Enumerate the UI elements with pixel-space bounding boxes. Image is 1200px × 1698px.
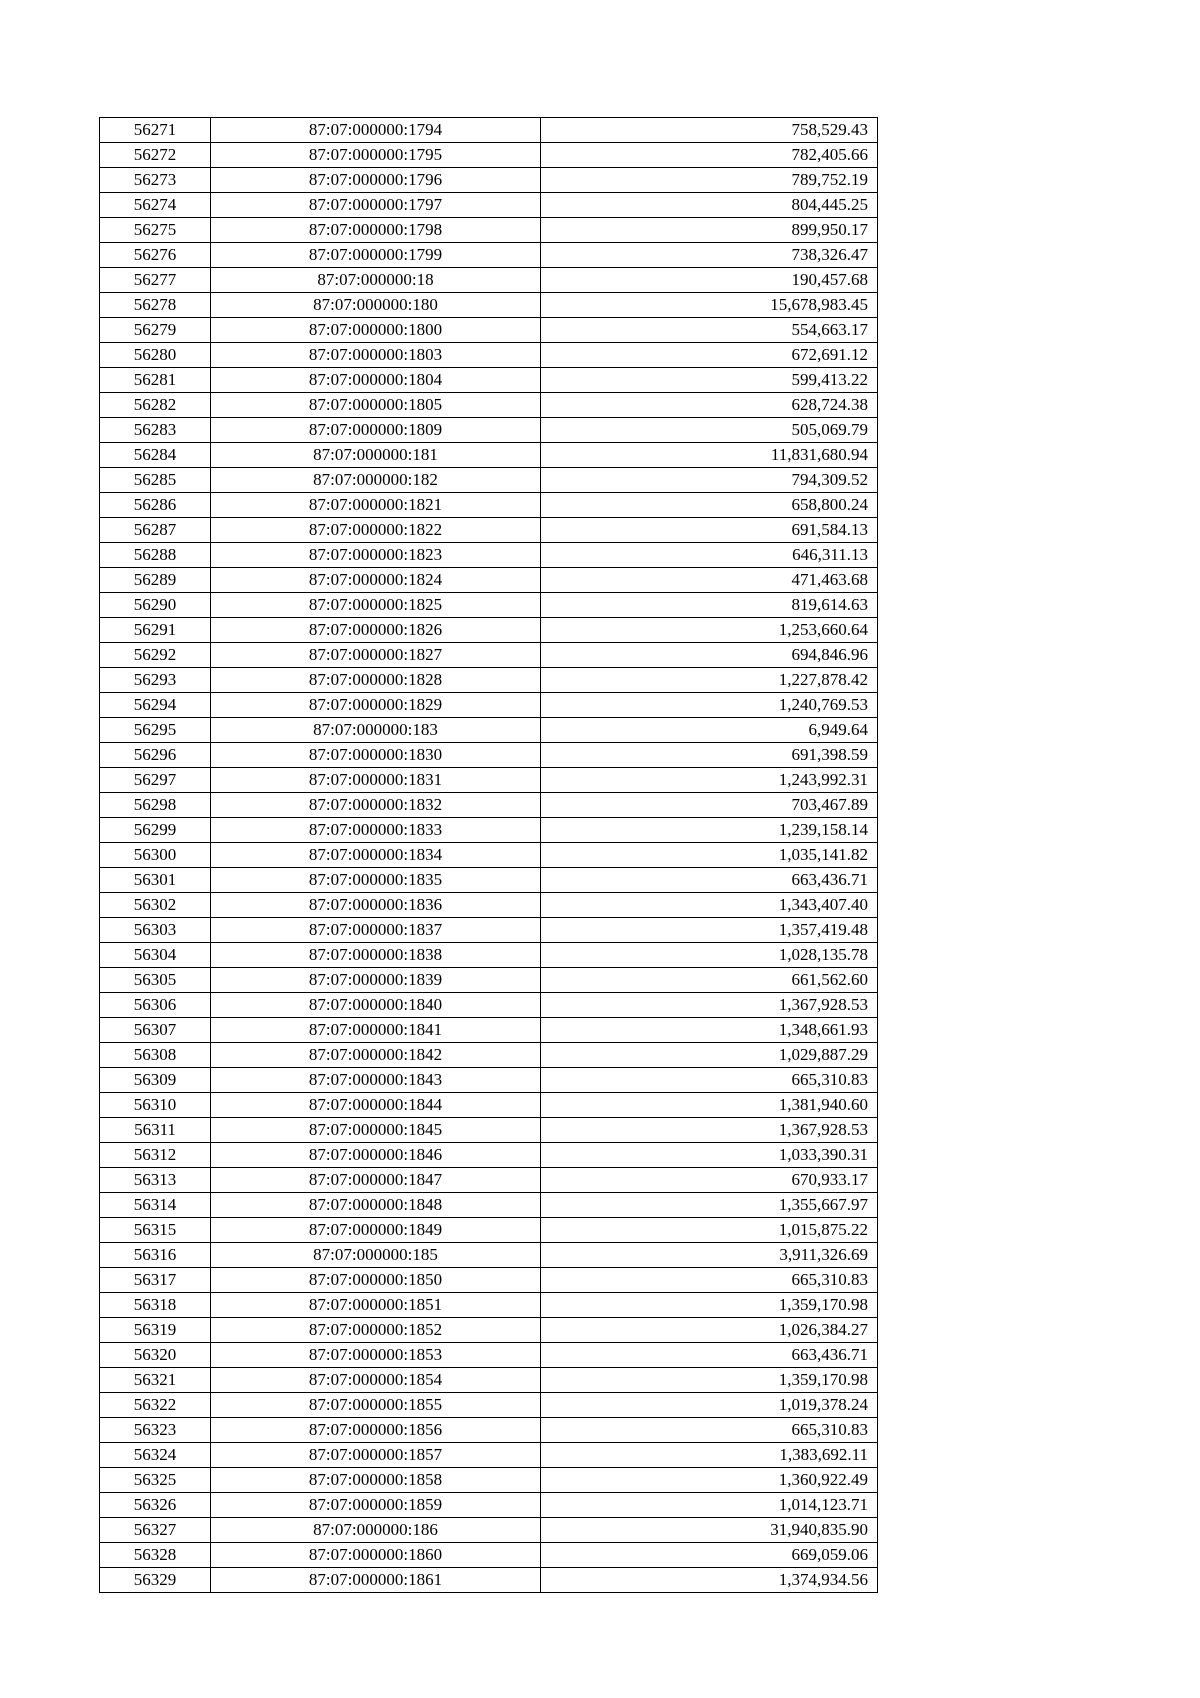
cadastral-number-cell: 87:07:000000:1833	[211, 818, 541, 843]
table-row	[100, 918, 878, 943]
value-cell: 1,357,419.48	[541, 918, 878, 943]
table-row	[100, 1118, 878, 1143]
table-row	[100, 168, 878, 193]
cadastral-number-cell: 87:07:000000:1848	[211, 1193, 541, 1218]
row-number-cell: 56296	[100, 743, 211, 768]
value-cell: 665,310.83	[541, 1268, 878, 1293]
row-number-cell: 56320	[100, 1343, 211, 1368]
value-cell: 1,026,384.27	[541, 1318, 878, 1343]
row-number-cell: 56325	[100, 1468, 211, 1493]
row-number-cell: 56307	[100, 1018, 211, 1043]
row-number-cell: 56310	[100, 1093, 211, 1118]
cadastral-number-cell: 87:07:000000:1845	[211, 1118, 541, 1143]
value-cell: 1,343,407.40	[541, 893, 878, 918]
row-number-cell: 56281	[100, 368, 211, 393]
row-number-cell: 56286	[100, 493, 211, 518]
value-cell: 1,028,135.78	[541, 943, 878, 968]
cadastral-number-cell: 87:07:000000:1822	[211, 518, 541, 543]
cadastral-number-cell: 87:07:000000:1835	[211, 868, 541, 893]
row-number-cell: 56279	[100, 318, 211, 343]
row-number-cell: 56272	[100, 143, 211, 168]
row-number-cell: 56285	[100, 468, 211, 493]
row-number-cell: 56329	[100, 1568, 211, 1593]
table-row	[100, 1268, 878, 1293]
table-row	[100, 643, 878, 668]
cadastral-number-cell: 87:07:000000:185	[211, 1243, 541, 1268]
table-row	[100, 743, 878, 768]
cadastral-number-cell: 87:07:000000:1839	[211, 968, 541, 993]
row-number-cell: 56295	[100, 718, 211, 743]
row-number-cell: 56311	[100, 1118, 211, 1143]
row-number-cell: 56297	[100, 768, 211, 793]
row-number-cell: 56302	[100, 893, 211, 918]
table-row	[100, 1543, 878, 1568]
row-number-cell: 56288	[100, 543, 211, 568]
table-row	[100, 1468, 878, 1493]
cadastral-number-cell: 87:07:000000:1850	[211, 1268, 541, 1293]
cadastral-number-cell: 87:07:000000:1830	[211, 743, 541, 768]
row-number-cell: 56328	[100, 1543, 211, 1568]
table-row	[100, 618, 878, 643]
table-row	[100, 293, 878, 318]
row-number-cell: 56321	[100, 1368, 211, 1393]
table-row	[100, 393, 878, 418]
row-number-cell: 56324	[100, 1443, 211, 1468]
row-number-cell: 56315	[100, 1218, 211, 1243]
row-number-cell: 56303	[100, 918, 211, 943]
value-cell: 665,310.83	[541, 1068, 878, 1093]
value-cell: 1,355,667.97	[541, 1193, 878, 1218]
value-cell: 190,457.68	[541, 268, 878, 293]
cadastral-number-cell: 87:07:000000:1846	[211, 1143, 541, 1168]
cadastral-number-cell: 87:07:000000:1840	[211, 993, 541, 1018]
table-row	[100, 1343, 878, 1368]
table-row	[100, 118, 878, 143]
table-row	[100, 1293, 878, 1318]
cadastral-number-cell: 87:07:000000:1795	[211, 143, 541, 168]
table-row	[100, 218, 878, 243]
row-number-cell: 56306	[100, 993, 211, 1018]
value-cell: 691,398.59	[541, 743, 878, 768]
row-number-cell: 56319	[100, 1318, 211, 1343]
row-number-cell: 56326	[100, 1493, 211, 1518]
cadastral-number-cell: 87:07:000000:1856	[211, 1418, 541, 1443]
table-row	[100, 1568, 878, 1593]
value-cell: 1,015,875.22	[541, 1218, 878, 1243]
value-cell: 599,413.22	[541, 368, 878, 393]
cadastral-number-cell: 87:07:000000:1861	[211, 1568, 541, 1593]
table-row	[100, 868, 878, 893]
cadastral-number-cell: 87:07:000000:180	[211, 293, 541, 318]
row-number-cell: 56289	[100, 568, 211, 593]
table-row	[100, 368, 878, 393]
cadastral-number-cell: 87:07:000000:1836	[211, 893, 541, 918]
cadastral-number-cell: 87:07:000000:1838	[211, 943, 541, 968]
table-row	[100, 1243, 878, 1268]
value-cell: 665,310.83	[541, 1418, 878, 1443]
table-row	[100, 518, 878, 543]
table-row	[100, 1218, 878, 1243]
row-number-cell: 56301	[100, 868, 211, 893]
row-number-cell: 56282	[100, 393, 211, 418]
value-cell: 670,933.17	[541, 1168, 878, 1193]
table-row	[100, 343, 878, 368]
cadastral-number-cell: 87:07:000000:1826	[211, 618, 541, 643]
value-cell: 1,239,158.14	[541, 818, 878, 843]
cadastral-number-cell: 87:07:000000:1857	[211, 1443, 541, 1468]
value-cell: 646,311.13	[541, 543, 878, 568]
cadastral-number-cell: 87:07:000000:1832	[211, 793, 541, 818]
row-number-cell: 56292	[100, 643, 211, 668]
value-cell: 1,029,887.29	[541, 1043, 878, 1068]
value-cell: 1,243,992.31	[541, 768, 878, 793]
value-cell: 1,033,390.31	[541, 1143, 878, 1168]
value-cell: 1,035,141.82	[541, 843, 878, 868]
value-cell: 31,940,835.90	[541, 1518, 878, 1543]
cadastral-number-cell: 87:07:000000:1825	[211, 593, 541, 618]
value-cell: 628,724.38	[541, 393, 878, 418]
table-row	[100, 593, 878, 618]
value-cell: 11,831,680.94	[541, 443, 878, 468]
value-cell: 1,360,922.49	[541, 1468, 878, 1493]
row-number-cell: 56273	[100, 168, 211, 193]
table-row	[100, 668, 878, 693]
row-number-cell: 56300	[100, 843, 211, 868]
row-number-cell: 56275	[100, 218, 211, 243]
data-table	[99, 117, 878, 1593]
cadastral-number-cell: 87:07:000000:1841	[211, 1018, 541, 1043]
cadastral-number-cell: 87:07:000000:1831	[211, 768, 541, 793]
table-row	[100, 818, 878, 843]
table-row	[100, 568, 878, 593]
cadastral-number-cell: 87:07:000000:1803	[211, 343, 541, 368]
row-number-cell: 56305	[100, 968, 211, 993]
value-cell: 782,405.66	[541, 143, 878, 168]
cadastral-number-cell: 87:07:000000:1828	[211, 668, 541, 693]
table-row	[100, 1018, 878, 1043]
value-cell: 663,436.71	[541, 868, 878, 893]
table-row	[100, 1043, 878, 1068]
cadastral-number-cell: 87:07:000000:1858	[211, 1468, 541, 1493]
table-row	[100, 243, 878, 268]
cadastral-number-cell: 87:07:000000:1798	[211, 218, 541, 243]
table-row	[100, 1318, 878, 1343]
cadastral-number-cell: 87:07:000000:1834	[211, 843, 541, 868]
value-cell: 505,069.79	[541, 418, 878, 443]
table-row	[100, 268, 878, 293]
cadastral-number-cell: 87:07:000000:1799	[211, 243, 541, 268]
cadastral-number-cell: 87:07:000000:1829	[211, 693, 541, 718]
cadastral-number-cell: 87:07:000000:1824	[211, 568, 541, 593]
table-row	[100, 1443, 878, 1468]
value-cell: 1,240,769.53	[541, 693, 878, 718]
table-row	[100, 793, 878, 818]
table-row	[100, 968, 878, 993]
value-cell: 694,846.96	[541, 643, 878, 668]
cadastral-number-cell: 87:07:000000:1854	[211, 1368, 541, 1393]
value-cell: 669,059.06	[541, 1543, 878, 1568]
row-number-cell: 56291	[100, 618, 211, 643]
table-row	[100, 1193, 878, 1218]
row-number-cell: 56316	[100, 1243, 211, 1268]
cadastral-number-cell: 87:07:000000:183	[211, 718, 541, 743]
value-cell: 794,309.52	[541, 468, 878, 493]
cadastral-number-cell: 87:07:000000:1860	[211, 1543, 541, 1568]
cadastral-number-cell: 87:07:000000:1852	[211, 1318, 541, 1343]
row-number-cell: 56323	[100, 1418, 211, 1443]
value-cell: 691,584.13	[541, 518, 878, 543]
value-cell: 1,348,661.93	[541, 1018, 878, 1043]
cadastral-number-cell: 87:07:000000:186	[211, 1518, 541, 1543]
value-cell: 672,691.12	[541, 343, 878, 368]
row-number-cell: 56298	[100, 793, 211, 818]
value-cell: 1,367,928.53	[541, 993, 878, 1018]
table-row	[100, 1518, 878, 1543]
table-row	[100, 468, 878, 493]
cadastral-number-cell: 87:07:000000:1809	[211, 418, 541, 443]
row-number-cell: 56277	[100, 268, 211, 293]
row-number-cell: 56290	[100, 593, 211, 618]
table-body	[100, 118, 878, 1593]
row-number-cell: 56313	[100, 1168, 211, 1193]
table-row	[100, 1393, 878, 1418]
table-row	[100, 418, 878, 443]
value-cell: 1,374,934.56	[541, 1568, 878, 1593]
row-number-cell: 56308	[100, 1043, 211, 1068]
row-number-cell: 56304	[100, 943, 211, 968]
value-cell: 554,663.17	[541, 318, 878, 343]
value-cell: 658,800.24	[541, 493, 878, 518]
row-number-cell: 56283	[100, 418, 211, 443]
row-number-cell: 56284	[100, 443, 211, 468]
table-row	[100, 693, 878, 718]
cadastral-number-cell: 87:07:000000:1855	[211, 1393, 541, 1418]
value-cell: 738,326.47	[541, 243, 878, 268]
value-cell: 804,445.25	[541, 193, 878, 218]
cadastral-number-cell: 87:07:000000:181	[211, 443, 541, 468]
table-row	[100, 543, 878, 568]
cadastral-number-cell: 87:07:000000:1849	[211, 1218, 541, 1243]
table-row	[100, 493, 878, 518]
value-cell: 15,678,983.45	[541, 293, 878, 318]
value-cell: 1,253,660.64	[541, 618, 878, 643]
row-number-cell: 56322	[100, 1393, 211, 1418]
table-row	[100, 943, 878, 968]
value-cell: 789,752.19	[541, 168, 878, 193]
table-row	[100, 993, 878, 1018]
row-number-cell: 56278	[100, 293, 211, 318]
value-cell: 819,614.63	[541, 593, 878, 618]
row-number-cell: 56276	[100, 243, 211, 268]
row-number-cell: 56327	[100, 1518, 211, 1543]
cadastral-number-cell: 87:07:000000:1796	[211, 168, 541, 193]
cadastral-number-cell: 87:07:000000:182	[211, 468, 541, 493]
row-number-cell: 56314	[100, 1193, 211, 1218]
table-row	[100, 893, 878, 918]
table-row	[100, 1143, 878, 1168]
row-number-cell: 56318	[100, 1293, 211, 1318]
cadastral-number-cell: 87:07:000000:1859	[211, 1493, 541, 1518]
value-cell: 1,227,878.42	[541, 668, 878, 693]
value-cell: 1,381,940.60	[541, 1093, 878, 1118]
cadastral-number-cell: 87:07:000000:1851	[211, 1293, 541, 1318]
cadastral-number-cell: 87:07:000000:1827	[211, 643, 541, 668]
row-number-cell: 56294	[100, 693, 211, 718]
table-row	[100, 1068, 878, 1093]
cadastral-number-cell: 87:07:000000:1853	[211, 1343, 541, 1368]
value-cell: 1,359,170.98	[541, 1293, 878, 1318]
cadastral-number-cell: 87:07:000000:1847	[211, 1168, 541, 1193]
value-cell: 6,949.64	[541, 718, 878, 743]
cadastral-number-cell: 87:07:000000:1800	[211, 318, 541, 343]
cadastral-number-cell: 87:07:000000:1844	[211, 1093, 541, 1118]
cadastral-number-cell: 87:07:000000:1794	[211, 118, 541, 143]
value-cell: 663,436.71	[541, 1343, 878, 1368]
table-row	[100, 843, 878, 868]
value-cell: 899,950.17	[541, 218, 878, 243]
row-number-cell: 56293	[100, 668, 211, 693]
value-cell: 758,529.43	[541, 118, 878, 143]
value-cell: 703,467.89	[541, 793, 878, 818]
table-row	[100, 1093, 878, 1118]
value-cell: 1,359,170.98	[541, 1368, 878, 1393]
row-number-cell: 56280	[100, 343, 211, 368]
cadastral-number-cell: 87:07:000000:18	[211, 268, 541, 293]
table-row	[100, 193, 878, 218]
cadastral-number-cell: 87:07:000000:1821	[211, 493, 541, 518]
table-row	[100, 1368, 878, 1393]
table-row	[100, 1418, 878, 1443]
value-cell: 661,562.60	[541, 968, 878, 993]
row-number-cell: 56271	[100, 118, 211, 143]
table-row	[100, 143, 878, 168]
cadastral-number-cell: 87:07:000000:1797	[211, 193, 541, 218]
table-row	[100, 768, 878, 793]
table-row	[100, 1168, 878, 1193]
value-cell: 471,463.68	[541, 568, 878, 593]
table-row	[100, 1493, 878, 1518]
row-number-cell: 56312	[100, 1143, 211, 1168]
table-row	[100, 718, 878, 743]
cadastral-number-cell: 87:07:000000:1805	[211, 393, 541, 418]
row-number-cell: 56309	[100, 1068, 211, 1093]
row-number-cell: 56299	[100, 818, 211, 843]
row-number-cell: 56274	[100, 193, 211, 218]
cadastral-number-cell: 87:07:000000:1804	[211, 368, 541, 393]
value-cell: 1,383,692.11	[541, 1443, 878, 1468]
cadastral-number-cell: 87:07:000000:1823	[211, 543, 541, 568]
table-row	[100, 318, 878, 343]
value-cell: 3,911,326.69	[541, 1243, 878, 1268]
cadastral-number-cell: 87:07:000000:1837	[211, 918, 541, 943]
value-cell: 1,019,378.24	[541, 1393, 878, 1418]
row-number-cell: 56287	[100, 518, 211, 543]
table-row	[100, 443, 878, 468]
row-number-cell: 56317	[100, 1268, 211, 1293]
cadastral-number-cell: 87:07:000000:1842	[211, 1043, 541, 1068]
value-cell: 1,367,928.53	[541, 1118, 878, 1143]
value-cell: 1,014,123.71	[541, 1493, 878, 1518]
cadastral-number-cell: 87:07:000000:1843	[211, 1068, 541, 1093]
